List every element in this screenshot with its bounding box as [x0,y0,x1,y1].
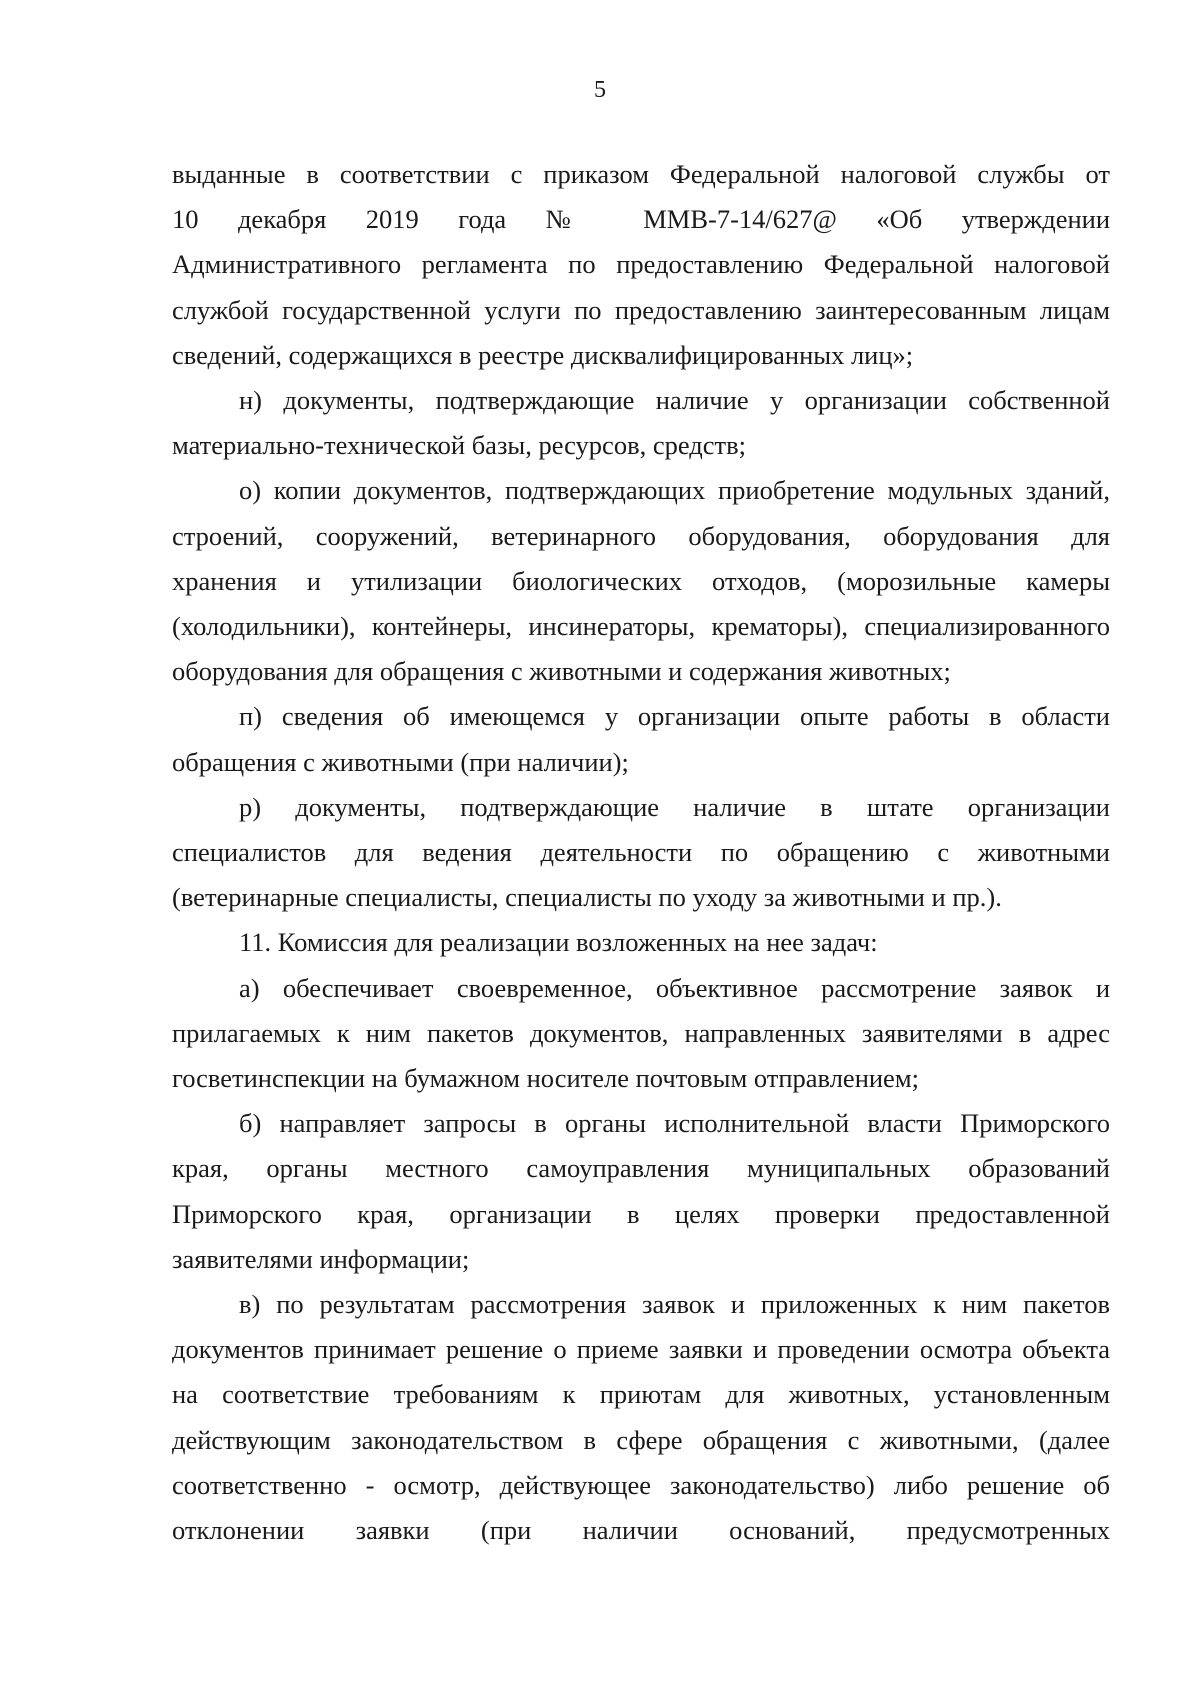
page-number: 5 [594,77,606,103]
text-line: 11. Комиссия для реализации возложенных на нее задач: [239,927,878,958]
text-line: выданные в соответствии с приказом Федеральной налоговой службы от [172,159,1110,189]
text-line: края, органы местного самоуправления муниципальных образований [172,1153,1110,1184]
document-body [172,152,1110,1553]
text-line: прилагаемых к ним пакетов документов, направленных заявителями в адрес [172,1017,1110,1048]
text-line: Административного регламента по предоставлению Федеральной налоговой [172,249,1110,280]
text-line: р) документы, подтверждающие наличие в штате организации [239,791,1110,822]
text-line: отклонении заявки (при наличии оснований, предусмотренных [172,1515,1110,1546]
text-line: госветинспекции на бумажном носителе почтовым отправлением; [172,1063,919,1094]
paragraph-continuation-tax-order [172,152,1110,378]
paragraph-item-a [172,966,1110,1102]
text-line: (ветеринарные специалисты, специалисты по уходу за животными и пр.). [172,882,1002,913]
paragraph-item-v [172,1282,1110,1553]
text-line: службой государственной услуги по предоставлению заинтересованным лицам [172,294,1110,325]
text-line: обращения с животными (при наличии); [172,746,629,777]
text-line: на соответствие требованиям к приютам для животных, установленным [172,1379,1110,1410]
text-line: хранения и утилизации биологических отходов, (морозильные камеры [172,565,1110,596]
paragraph-item-b [172,1101,1110,1282]
text-line: специалистов для ведения деятельности по обращению с животными [172,837,1110,868]
text-line: материально-технической базы, ресурсов, средств; [172,430,746,461]
text-line: действующим законодательством в сфере обращения с животными, (далее [172,1424,1110,1455]
paragraph-item-p [172,694,1110,784]
paragraph-item-r [172,785,1110,921]
text-line: Приморского края, организации в целях проверки предоставленной [172,1198,1110,1229]
text-line: о) копии документов, подтверждающих приобретение модульных зданий, [239,475,1110,506]
text-line: 10 декабря 2019 года № ММВ-7-14/627@ «Об утверждении [172,204,1110,235]
text-line: соответственно - осмотр, действующее законодательство) либо решение об [172,1469,1110,1500]
text-line: а) обеспечивает своевременное, объективное рассмотрение заявок и [239,972,1110,1003]
text-line: заявителями информации; [172,1243,470,1274]
text-line: (холодильники), контейнеры, инсинераторы, крематоры), специализированного [172,611,1110,642]
text-line: б) направляет запросы в органы исполнительной власти Приморского [239,1108,1110,1139]
text-line: п) сведения об имеющемся у организации опыте работы в области [239,701,1110,732]
text-line: сведений, содержащихся в реестре дисквалифицированных лиц»; [172,339,914,370]
text-line: документов принимает решение о приеме заявки и проведении осмотра объекта [172,1334,1110,1365]
text-line: оборудования для обращения с животными и содержания животных; [172,656,951,687]
paragraph-item-n [172,378,1110,468]
text-line: в) по результатам рассмотрения заявок и приложенных к ним пакетов [239,1289,1110,1320]
text-line: строений, сооружений, ветеринарного оборудования, оборудования для [172,520,1110,551]
text-line: н) документы, подтверждающие наличие у организации собственной [239,385,1110,416]
paragraph-item-o [172,468,1110,694]
paragraph-section-11 [172,920,1110,965]
